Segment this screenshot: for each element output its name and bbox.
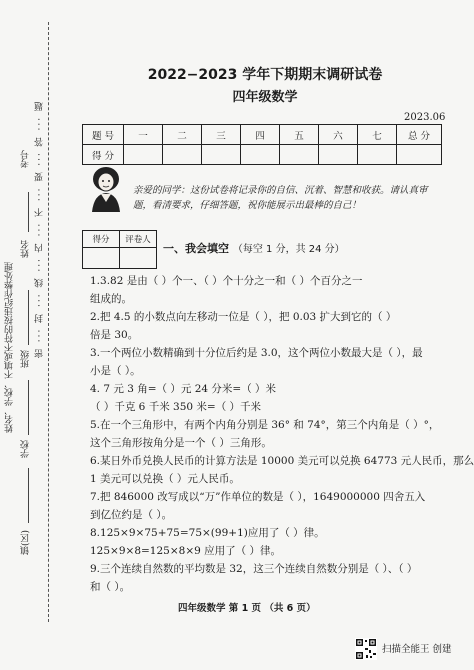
score-cell-2[interactable]	[163, 145, 202, 165]
question-line: 9.三个连续自然数的平均数是 32，这三个连续自然数分别是（ ）、（ ）	[90, 563, 418, 575]
school-field-line[interactable]	[28, 380, 29, 435]
exam-subtitle: 四年级数学	[232, 90, 298, 105]
question-line: 1 美元可以兑换（ ）元人民币。	[90, 473, 240, 485]
question-line: 这个三角形按角分是一个（ ）三角形。	[90, 437, 272, 449]
exam-date: 2023.06	[404, 112, 446, 123]
question-line: 5.在一个三角形中，有两个内角分别是 36° 和 74°，第三个内角是（ ）°，	[90, 419, 440, 431]
score-col-1: 一	[124, 125, 163, 145]
question-line: 1.3.82 是由（ ）个一、（ ）个十分之一和（ ）个百分之一	[90, 275, 363, 287]
question-line: 6.某日外币兑换人民币的计算方法是 10000 美元可以兑换 64773 元人民币，那么	[90, 455, 474, 467]
question-line: 8.125×9×75+75=75×(99+1)应用了（ ）律。	[90, 527, 325, 539]
class-label: 班级	[21, 350, 31, 368]
section-heading	[163, 240, 345, 256]
section-title: 一、我会填空	[163, 242, 229, 255]
question-line: 7.把 846000 改写成以“万”作单位的数是（ ），1649000000 四舍五入	[90, 491, 426, 503]
grader-table	[82, 230, 157, 269]
school-label: 学校	[21, 440, 31, 458]
score-cell-3[interactable]	[202, 145, 241, 165]
grader-score-cell[interactable]	[83, 248, 120, 269]
exam-number-label: 考号	[21, 150, 31, 168]
score-col-total: 总 分	[397, 125, 442, 145]
score-col-7: 七	[358, 125, 397, 145]
score-col-5: 五	[280, 125, 319, 145]
town-field-line[interactable]	[28, 468, 29, 523]
question-line: 2.把 4.5 的小数点向左移动一位是（ ），把 0.03 扩大到它的（ ）	[90, 311, 397, 323]
grader-name-label: 评卷人	[120, 231, 157, 248]
score-col-6: 六	[319, 125, 358, 145]
scanner-watermark: 扫描全能王 创建	[382, 644, 452, 655]
score-cell-7[interactable]	[358, 145, 397, 165]
question-line: （ ）千克 6 千米 350 米=（ ）千米	[90, 401, 262, 413]
name-field-line[interactable]	[28, 192, 29, 232]
qr-code-icon	[355, 638, 377, 660]
score-table-header-label: 题 号	[83, 125, 124, 145]
question-line: 125×9×8=125×8×9 应用了（ ）律。	[90, 545, 281, 557]
town-label: 镇(区)	[21, 530, 31, 556]
binding-notice: 姓名、学校、不填或不符的按违纪作弊处理	[5, 262, 15, 433]
class-field-line[interactable]	[28, 290, 29, 345]
seal-dashed-line	[48, 22, 49, 622]
grader-score-label: 得分	[83, 231, 120, 248]
score-col-4: 四	[241, 125, 280, 145]
teacher-portrait-icon	[86, 164, 126, 214]
question-line: 3.一个两位小数精确到十分位后约是 3.0，这个两位小数最大是（ ），最	[90, 347, 423, 359]
question-line: 到亿位约是（ ）。	[90, 509, 173, 521]
score-cell-6[interactable]	[319, 145, 358, 165]
score-row-label: 得 分	[83, 145, 124, 165]
score-col-3: 三	[202, 125, 241, 145]
question-line: 小是（ ）。	[90, 365, 141, 377]
question-line: 4. 7 元 3 角=（ ）元 24 分米=（ ）米	[90, 383, 277, 395]
seal-line-text: 密 ··· 封 ··· 线 ··· 内 ··· 不 ··· 要 ··· 答 ··· 题	[35, 100, 45, 359]
score-cell-total[interactable]	[397, 145, 442, 165]
grader-name-cell[interactable]	[120, 248, 157, 269]
section-hint: （每空 1 分，共 24 分）	[232, 244, 345, 255]
name-label: 姓名	[21, 240, 31, 258]
score-cell-5[interactable]	[280, 145, 319, 165]
score-cell-1[interactable]	[124, 145, 163, 165]
intro-text: 亲爱的同学：这份试卷将记录你的自信、沉着、智慧和收获。请认真审题，看清要求，仔细答题，祝你能展示出最棒的自己！	[133, 185, 428, 211]
score-col-2: 二	[163, 125, 202, 145]
question-line: 和（ ）。	[90, 581, 131, 593]
question-line: 组成的。	[90, 293, 132, 305]
exam-title: 2022−2023 学年下期期末调研试卷	[147, 67, 383, 83]
score-cell-4[interactable]	[241, 145, 280, 165]
question-line: 倍是 30。	[90, 329, 139, 341]
score-table	[82, 124, 442, 165]
page-footer: 四年级数学 第 1 页 （共 6 页）	[178, 603, 316, 614]
